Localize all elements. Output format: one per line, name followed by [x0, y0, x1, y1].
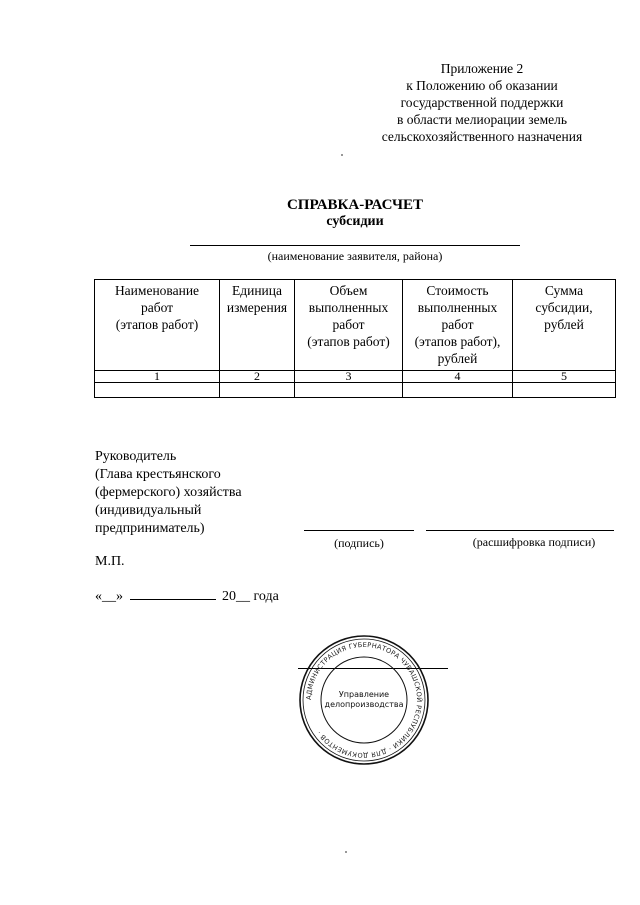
- table-header-row: [95, 280, 616, 371]
- table-row: [95, 383, 616, 398]
- column-number: 3: [295, 371, 403, 383]
- header-text: Единица: [231, 283, 282, 298]
- column-number: 4: [403, 371, 513, 383]
- appendix-header: [352, 60, 612, 145]
- signature-decode-caption: (расшифровка подписи): [472, 535, 596, 549]
- signatory-line: (фермерского) хозяйства: [95, 485, 242, 500]
- header-cell-subsidy: [513, 280, 616, 371]
- applicant-caption: (наименование заявителя, района): [267, 249, 443, 263]
- table-cell: [295, 383, 403, 398]
- appendix-line: к Положению об оказании: [406, 78, 558, 93]
- header-text: рублей: [437, 351, 478, 366]
- column-number: 1: [95, 371, 220, 383]
- signature-decode-line: [426, 530, 614, 531]
- header-text: измерения: [226, 300, 288, 315]
- signature-caption: (подпись): [334, 536, 384, 550]
- calculation-table: [94, 279, 616, 398]
- header-text: Наименование: [114, 283, 200, 298]
- table-cell: [403, 383, 513, 398]
- header-text: рублей: [544, 317, 584, 332]
- column-number: 5: [513, 371, 616, 383]
- signature-line: [304, 530, 414, 531]
- document-title: СПРАВКА-РАСЧЕТ: [286, 197, 424, 213]
- header-text: выполненных: [417, 300, 498, 315]
- table-cell: [95, 383, 220, 398]
- appendix-line: в области мелиорации земель: [396, 112, 568, 127]
- table-number-row: [95, 371, 616, 383]
- document-subtitle: субсидии: [326, 214, 384, 229]
- header-cell-volume: [295, 280, 403, 371]
- stamp-center-line2: делопроизводства: [324, 700, 404, 709]
- header-text: (этапов работ): [307, 334, 390, 349]
- applicant-name-line: [190, 245, 520, 246]
- scan-speck: [341, 154, 343, 156]
- appendix-line: государственной поддержки: [400, 95, 564, 110]
- header-cell-cost: [403, 280, 513, 371]
- stamp-ring-text: АДМИНИСТРАЦИЯ ГУБЕРНАТОРА ЧУВАШСКОЙ РЕСПУБЛИКИ · ДЛЯ ДОКУМЕНТОВ ·: [304, 640, 424, 760]
- seal-place-label: М.П.: [95, 554, 125, 569]
- date-line: [95, 587, 279, 605]
- appendix-line: сельскохозяйственного назначения: [381, 129, 583, 144]
- header-text: Сумма: [544, 283, 584, 298]
- signatory-line: Руководитель: [95, 449, 177, 464]
- column-number: 2: [220, 371, 295, 383]
- header-cell-work-name: [95, 280, 220, 371]
- header-text: выполненных: [308, 300, 389, 315]
- signatory-line: (индивидуальный: [95, 503, 202, 518]
- header-cell-unit: [220, 280, 295, 371]
- date-year: 20__ года: [222, 589, 279, 604]
- appendix-line: Приложение 2: [440, 61, 524, 76]
- table-cell: [220, 383, 295, 398]
- header-text: (этапов работ): [115, 317, 199, 332]
- header-text: Стоимость: [426, 283, 489, 298]
- signatory-line: (Глава крестьянского: [95, 467, 221, 482]
- header-text: работ: [140, 300, 174, 315]
- official-stamp: [298, 634, 430, 766]
- signatory-block: [95, 448, 242, 538]
- header-text: Объем: [329, 283, 368, 298]
- stamp-center-line1: Управление: [338, 690, 390, 699]
- header-text: субсидии,: [535, 300, 593, 315]
- date-day: «__»: [95, 589, 123, 604]
- table-cell: [513, 383, 616, 398]
- header-text: (этапов работ),: [414, 334, 501, 349]
- header-text: работ: [332, 317, 365, 332]
- date-month-blank: [130, 587, 216, 600]
- scan-speck: [345, 851, 347, 853]
- header-text: работ: [441, 317, 474, 332]
- stamp-seal: [298, 634, 430, 766]
- signatory-line: предприниматель): [95, 521, 205, 536]
